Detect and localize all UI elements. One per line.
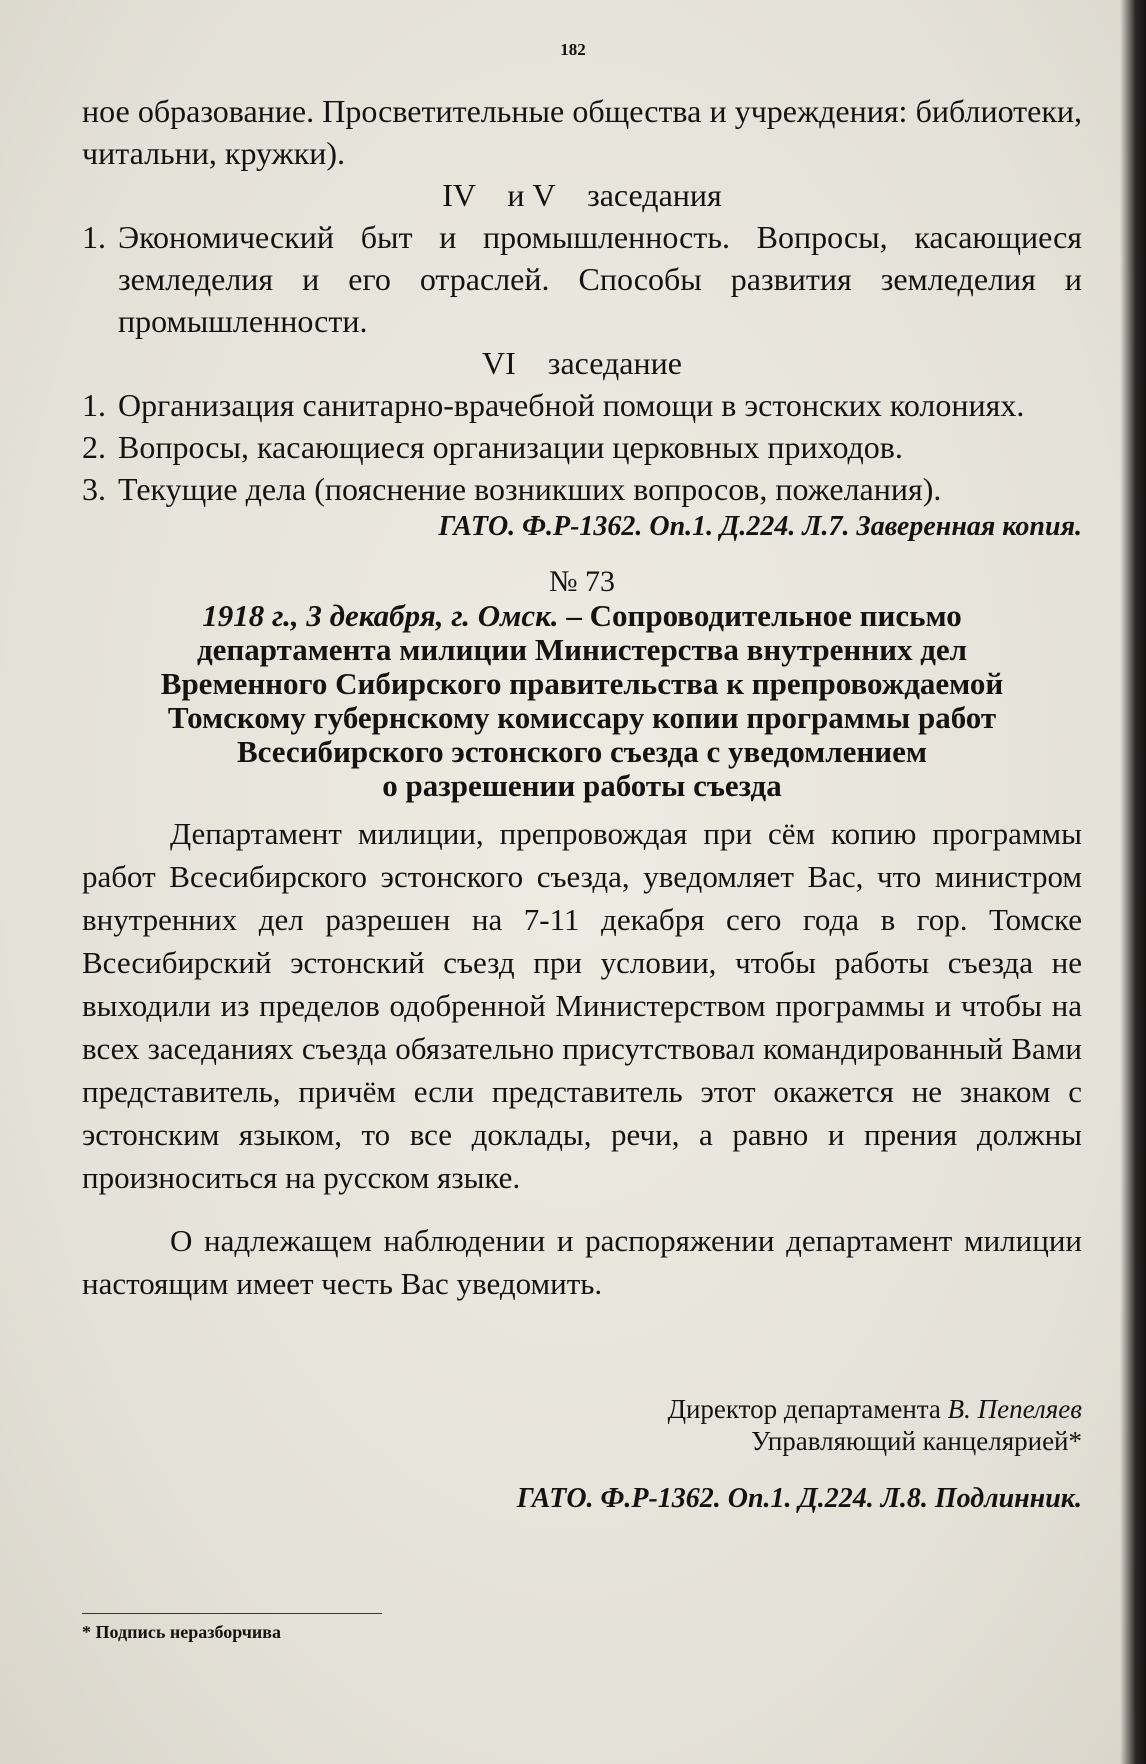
top-section bbox=[82, 90, 1082, 510]
list-item-text: Текущие дела (пояснение возникших вопросов, пожелания). bbox=[118, 471, 942, 507]
list-item-number: 2. bbox=[82, 429, 106, 465]
document-title-line-1 bbox=[82, 599, 1082, 633]
footnote: * Подпись неразборчива bbox=[82, 1622, 282, 1642]
list-item-number: 3. bbox=[82, 471, 106, 507]
signature-director bbox=[82, 1393, 1082, 1425]
list-item-text: Вопросы, касающиеся организации церковных приходов. bbox=[118, 429, 903, 465]
page-edge-shadow bbox=[1120, 0, 1146, 1764]
list-item-number: 1. bbox=[82, 219, 106, 255]
signature-block bbox=[82, 1393, 1082, 1457]
body-paragraph-1: Департамент милиции, препровождая при сём копию программы работ Всесибирского эстонского съезда, уведомляет Вас, что министром внутренних дел разрешен на 7-11 декабря сего года в гор. Томске Всесибирский эстонский съезд при условии, чтобы работы съезда не выходили из пределов одобренной Министерством программы и чтобы на всех заседаниях съезда обязательно присутствовал командированный Вами представитель, причём если представитель этот окажется не знаком с эстонским языком, то все доклады, речи, а равно и прения должны произноситься на русском языке. bbox=[82, 816, 1082, 1195]
archive-source-2: ГАТО. Ф.Р-1362. Оп.1. Д.224. Л.8. Подлинник. bbox=[516, 1483, 1082, 1514]
document-header bbox=[82, 565, 1082, 803]
list-item bbox=[82, 216, 1082, 342]
document-title-line-5: Всесибирского эстонского съезда с уведомлением bbox=[236, 734, 928, 769]
source-1-block bbox=[82, 508, 1082, 546]
document-title-line-6: о разрешении работы съезда bbox=[382, 768, 782, 803]
list-item bbox=[82, 468, 1082, 510]
intro-text: ное образование. Просветительные общества и учреждения: библиотеки, читальни, кружки). bbox=[82, 93, 1082, 171]
document-title-part: – Сопроводительное письмо bbox=[558, 598, 962, 633]
list-item bbox=[82, 384, 1082, 426]
list-item bbox=[82, 426, 1082, 468]
document-date: 1918 г., 3 декабря, г. Омск. bbox=[202, 598, 559, 633]
document-title-line-4: Томскому губернскому комиссару копии программы работ bbox=[167, 700, 997, 735]
session-6-heading: VI заседание bbox=[482, 345, 682, 381]
page-number: 182 bbox=[560, 40, 586, 59]
document-body bbox=[82, 812, 1082, 1305]
session-6-list bbox=[82, 384, 1082, 510]
session-4-5-heading: IV и V заседания bbox=[442, 177, 722, 213]
footnote-divider bbox=[82, 1613, 382, 1614]
signature-director-name: В. Пепеляев bbox=[947, 1394, 1082, 1424]
source-2-block bbox=[82, 1480, 1082, 1518]
signature-director-title: Директор департамента bbox=[667, 1394, 948, 1424]
session-4-5-list bbox=[82, 216, 1082, 342]
list-item-text: Экономический быт и промышленность. Вопросы, касающиеся земледелия и его отраслей. Способы развития земледелия и промышленности. bbox=[118, 219, 1082, 339]
document-title-line-3: Временного Сибирского правительства к препровождаемой bbox=[160, 666, 1004, 701]
document-title-line-2: департамента милиции Министерства внутренних дел bbox=[196, 632, 968, 667]
list-item-text: Организация санитарно-врачебной помощи в эстонских колониях. bbox=[118, 387, 1025, 423]
list-item-number: 1. bbox=[82, 387, 106, 423]
archive-source-1: ГАТО. Ф.Р-1362. Оп.1. Д.224. Л.7. Заверенная копия. bbox=[438, 511, 1082, 542]
signature-office-manager: Управляющий канцелярией* bbox=[751, 1426, 1082, 1456]
body-paragraph-2: О надлежащем наблюдении и распоряжении департамент милиции настоящим имеет честь Вас уведомить. bbox=[82, 1223, 1082, 1301]
document-number: № 73 bbox=[548, 565, 616, 598]
